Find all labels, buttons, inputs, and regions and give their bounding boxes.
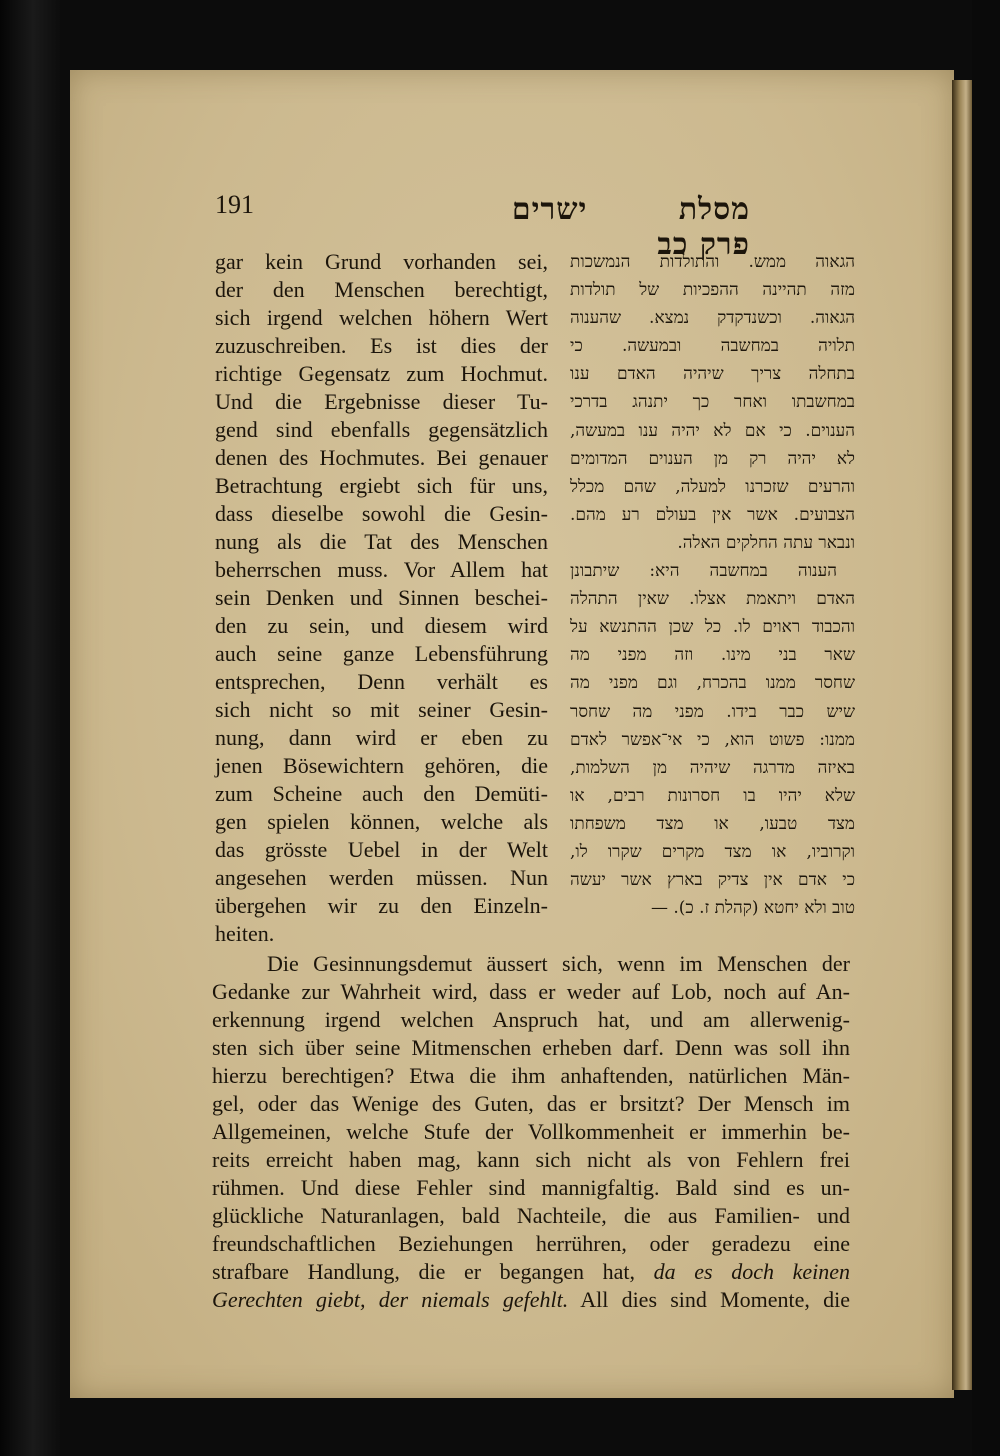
- german-line: heiten.: [215, 921, 275, 946]
- german-paragraph-line: erkennung irgend welchen Anspruch hat, und am allerwenig-: [212, 1007, 850, 1032]
- german-paragraph-text: All dies sind Momente, die: [580, 1287, 850, 1312]
- book-binding: [0, 0, 60, 1456]
- german-paragraph-line: freundschaftlichen Beziehungen herrühren, oder geradezu eine: [212, 1231, 850, 1256]
- german-paragraph-line: rühmen. Und diese Fehler sind mannigfaltig. Bald sind es un-: [212, 1175, 850, 1200]
- german-paragraph-line: gel, oder das Wenige des Guten, das er brsitzt? Der Mensch im: [212, 1091, 850, 1116]
- hebrew-line: והכבוד ראוים לו. כל שכן ההתנשא על: [570, 617, 855, 638]
- german-paragraph-line: [212, 1286, 850, 1314]
- hebrew-line: טוב ולא יחטא (קהלת ז. כ). —: [650, 898, 855, 919]
- italic-phrase: Gerechten giebt, der niemals gefehlt.: [212, 1287, 569, 1312]
- hebrew-line: וקרוביו, או מצד מקרים שקרו לו,: [570, 841, 855, 862]
- german-line: gend sind ebenfalls gegensätzlich: [215, 417, 548, 442]
- german-line: das grösste Uebel in der Welt: [215, 837, 548, 862]
- hebrew-line: ממנו: פשוט הוא, כי אי־אפשר לאדם: [570, 729, 855, 750]
- hebrew-line: תלויה במחשבה ובמעשה. כי: [570, 336, 855, 357]
- hebrew-line: במחשבתו ואחר כך יתנהג בדרכי: [570, 392, 855, 413]
- hebrew-line: לא יהיה רק מן הענוים המדומים: [570, 448, 855, 469]
- german-line: gen spielen können, welche als: [215, 809, 548, 834]
- german-line: den zu sein, und diesem wird: [215, 613, 548, 638]
- german-line: nung, dann wird er eben zu: [215, 725, 548, 750]
- german-line: dass dieselbe sowohl die Gesin-: [215, 501, 548, 526]
- hebrew-line: מזה תהיינה ההפכיות של תולדות: [570, 280, 855, 301]
- hebrew-line: הצבועים. אשר אין בעולם רע מהם.: [570, 504, 855, 525]
- hebrew-line: שיש כבר בידו. מפני מה שחסר: [570, 701, 855, 722]
- german-line: entsprechen, Denn verhält es: [215, 669, 548, 694]
- hebrew-line: שחסר ממנו בהכרח, וגם מפני מה: [570, 673, 855, 694]
- german-paragraph-line: reits erreicht haben mag, kann sich nicht als von Fehlern frei: [212, 1147, 850, 1172]
- german-line: sein Denken und Sinnen beschei-: [215, 585, 548, 610]
- italic-phrase: da es doch keinen: [653, 1259, 851, 1284]
- german-paragraph-line: hierzu berechtigen? Etwa die ihm anhaftenden, natürlichen Män-: [212, 1063, 850, 1088]
- hebrew-line: מצד טבעו, או מצד משפחתו: [570, 813, 855, 834]
- german-paragraph-line: [212, 1258, 850, 1286]
- german-line: übergehen wir zu den Einzeln-: [215, 893, 548, 918]
- page-number: 191: [215, 190, 254, 219]
- hebrew-line: ונבאר עתה החלקים האלה.: [677, 532, 855, 553]
- german-line: Und die Ergebnisse dieser Tu-: [215, 389, 548, 414]
- hebrew-line: בתחלה צריך שיהיה האדם ענו: [570, 364, 855, 385]
- german-line: der den Menschen berechtigt,: [215, 277, 548, 302]
- german-line: zuzuschreiben. Es ist dies der: [215, 333, 548, 358]
- german-line: angesehen werden müssen. Nun: [215, 865, 548, 890]
- german-line: auch seine ganze Lebensführung: [215, 641, 548, 666]
- german-line: zum Scheine auch den Demüti-: [215, 781, 548, 806]
- german-line: denen des Hochmutes. Bei genauer: [215, 445, 548, 470]
- german-full-width-paragraph: [212, 950, 850, 1314]
- german-paragraph-line: glückliche Naturanlagen, bald Nachteile, die aus Familien- und: [212, 1203, 850, 1228]
- hebrew-line: הענוה במחשבה היא: שיתבונן: [570, 561, 837, 582]
- german-line: sich irgend welchen höhern Wert: [215, 305, 548, 330]
- hebrew-line: הגאוה. וכשנדקדק נמצא. שהענוה: [570, 308, 855, 329]
- german-line: richtige Gegensatz zum Hochmut.: [215, 361, 548, 386]
- german-paragraph-text: strafbare Handlung, die er begangen hat,: [212, 1259, 635, 1284]
- right-border: [972, 0, 1000, 1456]
- hebrew-line: באיזה מדרגה שיהיה מן השלמות,: [570, 757, 855, 778]
- page-edge: [952, 80, 972, 1390]
- german-line: beherrschen muss. Vor Allem hat: [215, 557, 548, 582]
- hebrew-line: שלא יהיו בו חסרונות רבים, או: [570, 785, 855, 806]
- hebrew-line: הגאוה ממש. והתולדות הנמשכות: [570, 252, 855, 272]
- german-paragraph-line: Gedanke zur Wahrheit wird, dass er weder auf Lob, noch auf An-: [212, 979, 850, 1004]
- header-word: מסלת: [678, 192, 750, 227]
- german-line: Betrachtung ergiebt sich für uns,: [215, 473, 548, 498]
- header-word: פרק כב: [657, 227, 750, 262]
- german-line: nung als die Tat des Menschen: [215, 529, 548, 554]
- hebrew-line: הענוים. כי אם לא יהיה ענו במעשה,: [570, 420, 855, 441]
- german-line: sich nicht so mit seiner Gesin-: [215, 697, 548, 722]
- hebrew-line: כי אדם אין צדיק בארץ אשר יעשה: [570, 870, 855, 891]
- hebrew-line: האדם ויתאמת אצלו. שאין התהלה: [570, 589, 855, 610]
- hebrew-text-column: [570, 248, 855, 922]
- german-paragraph-line: Allgemeinen, welche Stufe der Vollkommenheit er immerhin be-: [212, 1119, 850, 1144]
- german-line: jenen Bösewichtern gehören, die: [215, 753, 548, 778]
- german-text-column: [215, 248, 548, 948]
- german-paragraph-line: sten sich über seine Mitmenschen erheben darf. Denn was soll ihn: [212, 1035, 850, 1060]
- header-word: ישרים: [511, 192, 588, 227]
- hebrew-line: שאר בני מינו. וזה מפני מה: [570, 645, 855, 666]
- german-paragraph-line: Die Gesinnungsdemut äussert sich, wenn im Menschen der: [267, 951, 850, 976]
- hebrew-line: והרעים שזכרנו למעלה, שהם מכלל: [570, 476, 855, 497]
- german-line: gar kein Grund vorhanden sei,: [215, 249, 548, 274]
